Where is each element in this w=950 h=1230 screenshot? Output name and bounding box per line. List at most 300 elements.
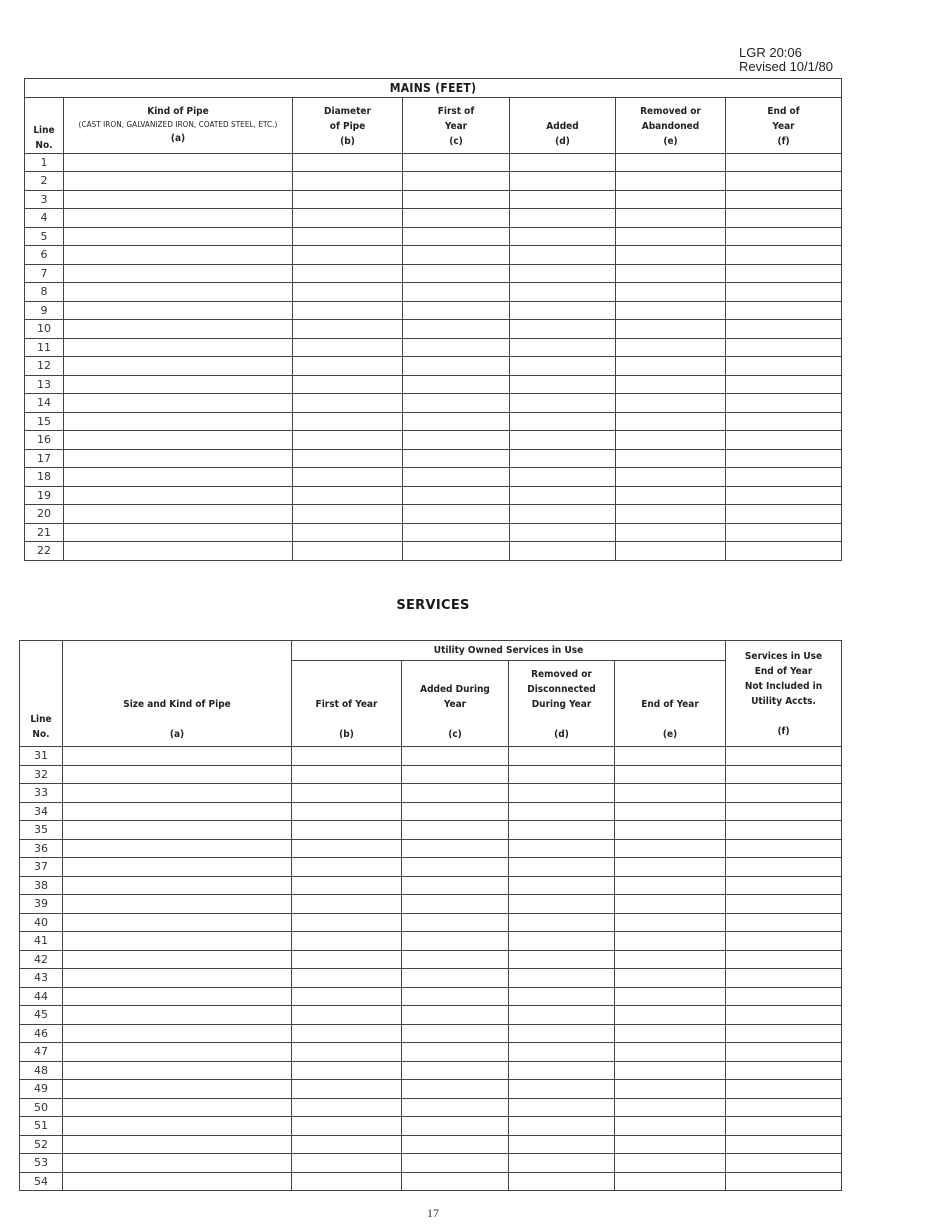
cell-col-c[interactable] — [402, 1043, 509, 1062]
cell-col-e[interactable] — [616, 449, 726, 468]
cell-col-f[interactable] — [726, 1154, 842, 1173]
mains-title: MAINS (FEET) — [25, 79, 842, 98]
cell-col-e[interactable] — [615, 932, 726, 951]
cell-col-b[interactable] — [292, 1043, 402, 1062]
cell-col-a[interactable] — [63, 1172, 292, 1191]
cell-col-b[interactable] — [293, 190, 403, 209]
cell-col-b[interactable] — [292, 1154, 402, 1173]
cell-col-d[interactable] — [510, 264, 616, 283]
cell-col-d[interactable] — [510, 486, 616, 505]
cell-col-a[interactable] — [63, 895, 292, 914]
cell-col-e[interactable] — [616, 338, 726, 357]
col-d-title-1: Added — [546, 120, 579, 132]
cell-col-c[interactable] — [403, 449, 510, 468]
cell-col-d[interactable] — [510, 394, 616, 413]
cell-col-d[interactable] — [509, 1172, 615, 1191]
col-f-title-4: Utility Accts. — [751, 696, 816, 707]
cell-col-a[interactable] — [63, 876, 292, 895]
cell-col-e[interactable] — [616, 357, 726, 376]
cell-col-f[interactable] — [726, 468, 842, 487]
cell-col-d[interactable] — [510, 505, 616, 524]
cell-col-a[interactable] — [64, 246, 293, 265]
cell-col-c[interactable] — [403, 338, 510, 357]
cell-col-d[interactable] — [509, 1154, 615, 1173]
cell-col-d[interactable] — [509, 913, 615, 932]
cell-col-a[interactable] — [64, 486, 293, 505]
cell-col-b[interactable] — [292, 1080, 402, 1099]
cell-col-f[interactable] — [726, 1080, 842, 1099]
cell-col-d[interactable] — [510, 320, 616, 339]
cell-col-d[interactable] — [510, 246, 616, 265]
cell-col-e[interactable] — [616, 394, 726, 413]
cell-col-d[interactable] — [509, 1006, 615, 1025]
cell-col-a[interactable] — [63, 765, 292, 784]
cell-col-e[interactable] — [615, 950, 726, 969]
cell-col-a[interactable] — [64, 301, 293, 320]
cell-col-e[interactable] — [616, 412, 726, 431]
cell-col-e[interactable] — [615, 784, 726, 803]
cell-col-d[interactable] — [510, 227, 616, 246]
cell-col-b[interactable] — [292, 895, 402, 914]
cell-col-d[interactable] — [510, 153, 616, 172]
cell-col-b[interactable] — [292, 1024, 402, 1043]
cell-col-f[interactable] — [726, 301, 842, 320]
cell-col-a[interactable] — [63, 987, 292, 1006]
cell-col-d[interactable] — [509, 1043, 615, 1062]
cell-col-a[interactable] — [64, 338, 293, 357]
cell-col-e[interactable] — [616, 320, 726, 339]
table-row — [25, 153, 842, 172]
cell-col-c[interactable] — [402, 1117, 509, 1136]
cell-col-c[interactable] — [403, 505, 510, 524]
col-e-letter: (e) — [663, 135, 678, 147]
cell-col-c[interactable] — [402, 987, 509, 1006]
cell-col-b[interactable] — [293, 320, 403, 339]
table-row — [25, 505, 842, 524]
cell-col-a[interactable] — [63, 802, 292, 821]
cell-col-e[interactable] — [615, 1080, 726, 1099]
cell-col-e[interactable] — [615, 747, 726, 766]
cell-col-b[interactable] — [293, 357, 403, 376]
cell-col-a[interactable] — [63, 1006, 292, 1025]
cell-col-f[interactable] — [726, 950, 842, 969]
cell-col-d[interactable] — [510, 283, 616, 302]
cell-col-b[interactable] — [292, 1172, 402, 1191]
cell-col-f[interactable] — [726, 747, 842, 766]
cell-col-c[interactable] — [403, 153, 510, 172]
cell-col-f[interactable] — [726, 375, 842, 394]
cell-col-e[interactable] — [615, 1006, 726, 1025]
cell-col-a[interactable] — [64, 375, 293, 394]
cell-col-c[interactable] — [403, 209, 510, 228]
cell-col-b[interactable] — [293, 283, 403, 302]
cell-col-c[interactable] — [402, 876, 509, 895]
cell-col-f[interactable] — [726, 1061, 842, 1080]
cell-col-e[interactable] — [615, 987, 726, 1006]
cell-col-c[interactable] — [403, 283, 510, 302]
cell-col-a[interactable] — [64, 412, 293, 431]
cell-col-f[interactable] — [726, 1006, 842, 1025]
cell-col-d[interactable] — [510, 468, 616, 487]
cell-col-b[interactable] — [292, 765, 402, 784]
services-title: SERVICES — [396, 598, 470, 613]
cell-col-b[interactable] — [293, 542, 403, 561]
table-row — [25, 301, 842, 320]
cell-col-e[interactable] — [616, 153, 726, 172]
cell-col-d[interactable] — [509, 1080, 615, 1099]
cell-col-a[interactable] — [64, 357, 293, 376]
cell-col-d[interactable] — [509, 1117, 615, 1136]
cell-col-d[interactable] — [510, 357, 616, 376]
cell-col-b[interactable] — [292, 839, 402, 858]
cell-col-b[interactable] — [292, 1117, 402, 1136]
cell-col-f[interactable] — [726, 486, 842, 505]
cell-col-c[interactable] — [403, 431, 510, 450]
cell-col-c[interactable] — [403, 264, 510, 283]
cell-col-a[interactable] — [63, 913, 292, 932]
cell-col-c[interactable] — [403, 523, 510, 542]
cell-col-e[interactable] — [615, 802, 726, 821]
cell-col-b[interactable] — [292, 1098, 402, 1117]
cell-col-a[interactable] — [64, 468, 293, 487]
cell-col-c[interactable] — [403, 190, 510, 209]
cell-col-d[interactable] — [510, 412, 616, 431]
cell-col-c[interactable] — [403, 468, 510, 487]
table-row — [20, 876, 842, 895]
cell-col-e[interactable] — [615, 858, 726, 877]
cell-col-e[interactable] — [615, 1024, 726, 1043]
cell-col-f[interactable] — [726, 394, 842, 413]
cell-col-a[interactable] — [63, 1080, 292, 1099]
cell-col-a[interactable] — [64, 542, 293, 561]
cell-col-c[interactable] — [402, 969, 509, 988]
cell-col-a[interactable] — [63, 858, 292, 877]
cell-col-a[interactable] — [64, 153, 293, 172]
cell-col-c[interactable] — [402, 1080, 509, 1099]
cell-col-c[interactable] — [402, 765, 509, 784]
cell-col-b[interactable] — [292, 969, 402, 988]
cell-col-f[interactable] — [726, 542, 842, 561]
cell-col-c[interactable] — [402, 1061, 509, 1080]
cell-col-d[interactable] — [509, 932, 615, 951]
line-number: 17 — [25, 449, 64, 468]
cell-col-f[interactable] — [726, 338, 842, 357]
cell-col-f[interactable] — [726, 932, 842, 951]
cell-col-b[interactable] — [293, 394, 403, 413]
cell-col-c[interactable] — [403, 246, 510, 265]
cell-col-a[interactable] — [64, 523, 293, 542]
cell-col-b[interactable] — [293, 338, 403, 357]
cell-col-a[interactable] — [63, 1024, 292, 1043]
cell-col-b[interactable] — [293, 227, 403, 246]
cell-col-e[interactable] — [615, 1098, 726, 1117]
cell-col-f[interactable] — [726, 246, 842, 265]
cell-col-b[interactable] — [293, 449, 403, 468]
cell-col-f[interactable] — [726, 153, 842, 172]
cell-col-f[interactable] — [726, 227, 842, 246]
table-row — [25, 190, 842, 209]
cell-col-b[interactable] — [292, 913, 402, 932]
cell-col-f[interactable] — [726, 895, 842, 914]
cell-col-d[interactable] — [509, 765, 615, 784]
cell-col-c[interactable] — [403, 375, 510, 394]
cell-col-a[interactable] — [63, 1061, 292, 1080]
cell-col-b[interactable] — [293, 486, 403, 505]
cell-col-a[interactable] — [64, 172, 293, 191]
cell-col-d[interactable] — [510, 209, 616, 228]
cell-col-b[interactable] — [293, 375, 403, 394]
line-number: 43 — [20, 969, 63, 988]
cell-col-e[interactable] — [615, 1135, 726, 1154]
cell-col-a[interactable] — [64, 264, 293, 283]
cell-col-c[interactable] — [403, 542, 510, 561]
cell-col-f[interactable] — [726, 1043, 842, 1062]
cell-col-b[interactable] — [293, 505, 403, 524]
cell-col-f[interactable] — [726, 1172, 842, 1191]
cell-col-b[interactable] — [293, 523, 403, 542]
cell-col-b[interactable] — [292, 784, 402, 803]
cell-col-d[interactable] — [510, 301, 616, 320]
cell-col-b[interactable] — [292, 932, 402, 951]
cell-col-d[interactable] — [510, 523, 616, 542]
cell-col-c[interactable] — [403, 412, 510, 431]
cell-col-e[interactable] — [615, 1154, 726, 1173]
cell-col-e[interactable] — [615, 839, 726, 858]
cell-col-b[interactable] — [293, 264, 403, 283]
cell-col-c[interactable] — [402, 839, 509, 858]
cell-col-d[interactable] — [510, 338, 616, 357]
cell-col-d[interactable] — [509, 969, 615, 988]
cell-col-d[interactable] — [509, 839, 615, 858]
cell-col-f[interactable] — [726, 913, 842, 932]
cell-col-b[interactable] — [293, 412, 403, 431]
cell-col-e[interactable] — [616, 283, 726, 302]
cell-col-a[interactable] — [64, 190, 293, 209]
cell-col-a[interactable] — [63, 1117, 292, 1136]
cell-col-a[interactable] — [63, 821, 292, 840]
cell-col-c[interactable] — [403, 486, 510, 505]
cell-col-d[interactable] — [509, 987, 615, 1006]
cell-col-e[interactable] — [616, 227, 726, 246]
cell-col-a[interactable] — [63, 932, 292, 951]
cell-col-c[interactable] — [402, 821, 509, 840]
cell-col-c[interactable] — [402, 784, 509, 803]
cell-col-b[interactable] — [293, 153, 403, 172]
cell-col-a[interactable] — [64, 449, 293, 468]
line-number: 21 — [25, 523, 64, 542]
cell-col-f[interactable] — [726, 449, 842, 468]
cell-col-f[interactable] — [726, 765, 842, 784]
cell-col-f[interactable] — [726, 987, 842, 1006]
cell-col-f[interactable] — [726, 209, 842, 228]
cell-col-c[interactable] — [402, 802, 509, 821]
cell-col-c[interactable] — [402, 950, 509, 969]
cell-col-d[interactable] — [509, 1135, 615, 1154]
cell-col-f[interactable] — [726, 839, 842, 858]
cell-col-e[interactable] — [616, 468, 726, 487]
cell-col-e[interactable] — [615, 1117, 726, 1136]
cell-col-b[interactable] — [292, 747, 402, 766]
cell-col-a[interactable] — [64, 227, 293, 246]
cell-col-f[interactable] — [726, 876, 842, 895]
cell-col-c[interactable] — [402, 1135, 509, 1154]
cell-col-b[interactable] — [292, 987, 402, 1006]
cell-col-b[interactable] — [292, 876, 402, 895]
cell-col-f[interactable] — [726, 320, 842, 339]
cell-col-d[interactable] — [509, 858, 615, 877]
cell-col-d[interactable] — [510, 542, 616, 561]
cell-col-c[interactable] — [402, 1172, 509, 1191]
cell-col-d[interactable] — [509, 895, 615, 914]
cell-col-b[interactable] — [293, 431, 403, 450]
cell-col-c[interactable] — [403, 172, 510, 191]
cell-col-e[interactable] — [616, 523, 726, 542]
cell-col-f[interactable] — [726, 412, 842, 431]
cell-col-b[interactable] — [292, 802, 402, 821]
cell-col-a[interactable] — [63, 1098, 292, 1117]
cell-col-c[interactable] — [402, 1098, 509, 1117]
cell-col-f[interactable] — [726, 802, 842, 821]
cell-col-e[interactable] — [615, 821, 726, 840]
col-d-title-1: Removed or — [531, 669, 592, 680]
cell-col-a[interactable] — [63, 969, 292, 988]
cell-col-c[interactable] — [403, 394, 510, 413]
cell-col-e[interactable] — [616, 246, 726, 265]
cell-col-b[interactable] — [292, 1061, 402, 1080]
services-col-e-header — [615, 661, 726, 747]
cell-col-a[interactable] — [63, 1154, 292, 1173]
table-row — [20, 1006, 842, 1025]
cell-col-d[interactable] — [509, 802, 615, 821]
cell-col-b[interactable] — [293, 209, 403, 228]
cell-col-e[interactable] — [615, 876, 726, 895]
cell-col-d[interactable] — [510, 449, 616, 468]
cell-col-b[interactable] — [292, 858, 402, 877]
cell-col-e[interactable] — [616, 172, 726, 191]
cell-col-b[interactable] — [293, 301, 403, 320]
mains-rows — [25, 153, 842, 560]
cell-col-f[interactable] — [726, 1024, 842, 1043]
cell-col-e[interactable] — [616, 209, 726, 228]
cell-col-e[interactable] — [615, 1172, 726, 1191]
cell-col-c[interactable] — [402, 932, 509, 951]
cell-col-e[interactable] — [615, 969, 726, 988]
cell-col-f[interactable] — [726, 283, 842, 302]
cell-col-e[interactable] — [616, 264, 726, 283]
cell-col-b[interactable] — [293, 172, 403, 191]
line-number: 44 — [20, 987, 63, 1006]
cell-col-f[interactable] — [726, 431, 842, 450]
cell-col-d[interactable] — [509, 784, 615, 803]
cell-col-d[interactable] — [510, 375, 616, 394]
cell-col-d[interactable] — [509, 876, 615, 895]
cell-col-d[interactable] — [510, 172, 616, 191]
cell-col-f[interactable] — [726, 172, 842, 191]
line-number: 20 — [25, 505, 64, 524]
cell-col-d[interactable] — [509, 821, 615, 840]
col-c-title-2: Year — [444, 120, 468, 132]
cell-col-e[interactable] — [615, 1043, 726, 1062]
cell-col-a[interactable] — [64, 320, 293, 339]
cell-col-c[interactable] — [403, 357, 510, 376]
cell-col-d[interactable] — [509, 1024, 615, 1043]
cell-col-f[interactable] — [726, 969, 842, 988]
cell-col-f[interactable] — [726, 784, 842, 803]
cell-col-f[interactable] — [726, 357, 842, 376]
cell-col-b[interactable] — [292, 1135, 402, 1154]
cell-col-a[interactable] — [64, 283, 293, 302]
cell-col-e[interactable] — [616, 542, 726, 561]
cell-col-d[interactable] — [510, 190, 616, 209]
cell-col-b[interactable] — [293, 468, 403, 487]
cell-col-d[interactable] — [509, 747, 615, 766]
cell-col-e[interactable] — [616, 375, 726, 394]
cell-col-a[interactable] — [63, 1135, 292, 1154]
cell-col-c[interactable] — [402, 895, 509, 914]
cell-col-b[interactable] — [292, 1006, 402, 1025]
cell-col-a[interactable] — [64, 394, 293, 413]
mains-col-d-header — [510, 97, 616, 153]
cell-col-a[interactable] — [64, 505, 293, 524]
cell-col-c[interactable] — [402, 1006, 509, 1025]
cell-col-c[interactable] — [402, 747, 509, 766]
cell-col-c[interactable] — [402, 1024, 509, 1043]
cell-col-e[interactable] — [616, 190, 726, 209]
cell-col-f[interactable] — [726, 1135, 842, 1154]
cell-col-d[interactable] — [510, 431, 616, 450]
cell-col-c[interactable] — [402, 858, 509, 877]
cell-col-a[interactable] — [64, 209, 293, 228]
cell-col-e[interactable] — [616, 505, 726, 524]
col-f-letter: (f) — [777, 135, 790, 147]
cell-col-f[interactable] — [726, 190, 842, 209]
col-c-letter: (c) — [449, 135, 463, 147]
cell-col-e[interactable] — [615, 895, 726, 914]
cell-col-c[interactable] — [402, 913, 509, 932]
cell-col-e[interactable] — [616, 301, 726, 320]
cell-col-d[interactable] — [509, 1098, 615, 1117]
cell-col-f[interactable] — [726, 1098, 842, 1117]
cell-col-a[interactable] — [63, 950, 292, 969]
cell-col-c[interactable] — [402, 1154, 509, 1173]
cell-col-b[interactable] — [292, 950, 402, 969]
cell-col-f[interactable] — [726, 858, 842, 877]
cell-col-a[interactable] — [64, 431, 293, 450]
cell-col-f[interactable] — [726, 523, 842, 542]
cell-col-e[interactable] — [615, 1061, 726, 1080]
cell-col-b[interactable] — [292, 821, 402, 840]
cell-col-d[interactable] — [509, 950, 615, 969]
cell-col-f[interactable] — [726, 264, 842, 283]
cell-col-b[interactable] — [293, 246, 403, 265]
cell-col-e[interactable] — [615, 913, 726, 932]
cell-col-a[interactable] — [63, 1043, 292, 1062]
cell-col-f[interactable] — [726, 821, 842, 840]
cell-col-e[interactable] — [616, 486, 726, 505]
cell-col-e[interactable] — [615, 765, 726, 784]
cell-col-f[interactable] — [726, 505, 842, 524]
cell-col-c[interactable] — [403, 301, 510, 320]
cell-col-e[interactable] — [616, 431, 726, 450]
cell-col-a[interactable] — [63, 839, 292, 858]
cell-col-a[interactable] — [63, 747, 292, 766]
cell-col-c[interactable] — [403, 227, 510, 246]
cell-col-d[interactable] — [509, 1061, 615, 1080]
cell-col-c[interactable] — [403, 320, 510, 339]
line-number: 40 — [20, 913, 63, 932]
cell-col-f[interactable] — [726, 1117, 842, 1136]
cell-col-a[interactable] — [63, 784, 292, 803]
